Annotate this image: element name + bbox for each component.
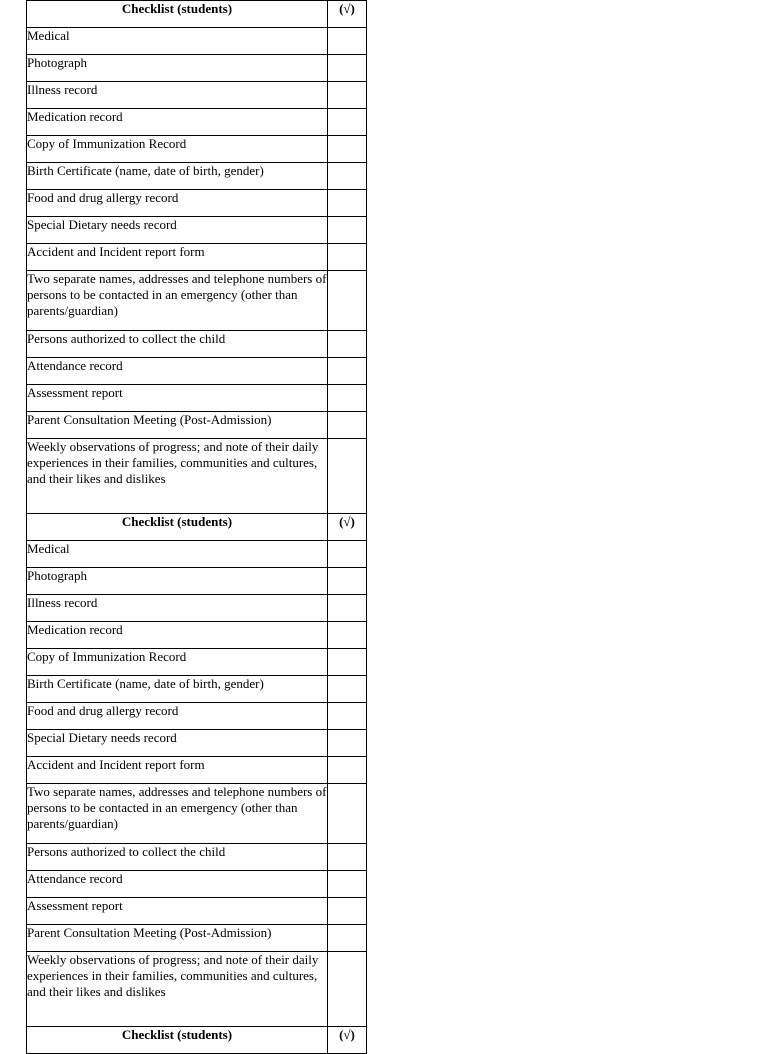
table-row [27,439,367,514]
checklist-item: Parent Consultation Meeting (Post-Admission) [27,412,328,439]
check-cell[interactable] [328,703,367,730]
checklist-item: Photograph [27,55,328,82]
document-page [26,0,366,1054]
table-row [27,649,367,676]
checklist-title: Checklist (students) [27,1,328,28]
table-row [27,595,367,622]
check-cell[interactable] [328,271,367,331]
check-cell[interactable] [328,217,367,244]
table-row [27,385,367,412]
checklist-item: Food and drug allergy record [27,190,328,217]
check-cell[interactable] [328,730,367,757]
checklist-item: Food and drug allergy record [27,703,328,730]
table-row [27,358,367,385]
check-cell[interactable] [328,163,367,190]
table-row [27,784,367,844]
checklist-item: Birth Certificate (name, date of birth, gender) [27,676,328,703]
table-row [27,28,367,55]
checklist-item: Birth Certificate (name, date of birth, gender) [27,163,328,190]
table-row [27,898,367,925]
checklist-title: Checklist (students) [27,1027,328,1054]
checklist-item: Two separate names, addresses and telephone numbers of persons to be contacted in an emergency (other than parents/guardian) [27,271,328,331]
check-cell[interactable] [328,844,367,871]
checkmark-column-header: (√) [328,514,367,541]
check-cell[interactable] [328,871,367,898]
table-row [27,871,367,898]
check-cell[interactable] [328,439,367,514]
table-row [27,541,367,568]
table-row [27,703,367,730]
checklist-item: Illness record [27,595,328,622]
checklist-item: Accident and Incident report form [27,244,328,271]
checklist-item: Attendance record [27,358,328,385]
table-row [27,163,367,190]
student-checklist-table [26,0,367,1054]
check-cell[interactable] [328,136,367,163]
checklist-item: Attendance record [27,871,328,898]
check-cell[interactable] [328,190,367,217]
check-cell[interactable] [328,358,367,385]
checklist-item: Medical [27,28,328,55]
check-cell[interactable] [328,331,367,358]
check-cell[interactable] [328,757,367,784]
checklist-item: Medication record [27,109,328,136]
checklist-item: Medical [27,541,328,568]
check-cell[interactable] [328,385,367,412]
check-cell[interactable] [328,595,367,622]
check-cell[interactable] [328,622,367,649]
table-row [27,331,367,358]
checklist-title: Checklist (students) [27,514,328,541]
table-row [27,757,367,784]
checklist-item: Persons authorized to collect the child [27,331,328,358]
checklist-item: Illness record [27,82,328,109]
checklist-header-row [27,1027,367,1054]
check-cell[interactable] [328,541,367,568]
check-cell[interactable] [328,784,367,844]
table-row [27,676,367,703]
checklist-item: Photograph [27,568,328,595]
checklist-header-row [27,514,367,541]
checkmark-column-header: (√) [328,1,367,28]
check-cell[interactable] [328,898,367,925]
check-cell[interactable] [328,109,367,136]
table-row [27,844,367,871]
table-row [27,244,367,271]
checklist-item: Two separate names, addresses and telephone numbers of persons to be contacted in an emergency (other than parents/guardian) [27,784,328,844]
checkmark-column-header: (√) [328,1027,367,1054]
checklist-item: Assessment report [27,385,328,412]
table-row [27,412,367,439]
table-row [27,271,367,331]
table-row [27,82,367,109]
check-cell[interactable] [328,676,367,703]
checklist-item: Special Dietary needs record [27,730,328,757]
checklist-item: Weekly observations of progress; and note of their daily experiences in their families, communities and cultures, and their likes and dislikes [27,439,328,514]
table-row [27,730,367,757]
table-row [27,109,367,136]
checklist-item: Weekly observations of progress; and note of their daily experiences in their families, communities and cultures, and their likes and dislikes [27,952,328,1027]
checklist-item: Assessment report [27,898,328,925]
checklist-item: Persons authorized to collect the child [27,844,328,871]
check-cell[interactable] [328,55,367,82]
check-cell[interactable] [328,925,367,952]
table-row [27,136,367,163]
table-row [27,622,367,649]
table-row [27,925,367,952]
check-cell[interactable] [328,82,367,109]
checklist-item: Copy of Immunization Record [27,136,328,163]
checklist-item: Copy of Immunization Record [27,649,328,676]
check-cell[interactable] [328,412,367,439]
checklist-item: Special Dietary needs record [27,217,328,244]
table-row [27,55,367,82]
checklist-item: Parent Consultation Meeting (Post-Admission) [27,925,328,952]
checklist-header-row [27,1,367,28]
table-row [27,217,367,244]
table-row [27,190,367,217]
checklist-item: Medication record [27,622,328,649]
check-cell[interactable] [328,244,367,271]
check-cell[interactable] [328,568,367,595]
check-cell[interactable] [328,952,367,1027]
check-cell[interactable] [328,649,367,676]
table-row [27,952,367,1027]
table-row [27,568,367,595]
checklist-item: Accident and Incident report form [27,757,328,784]
check-cell[interactable] [328,28,367,55]
